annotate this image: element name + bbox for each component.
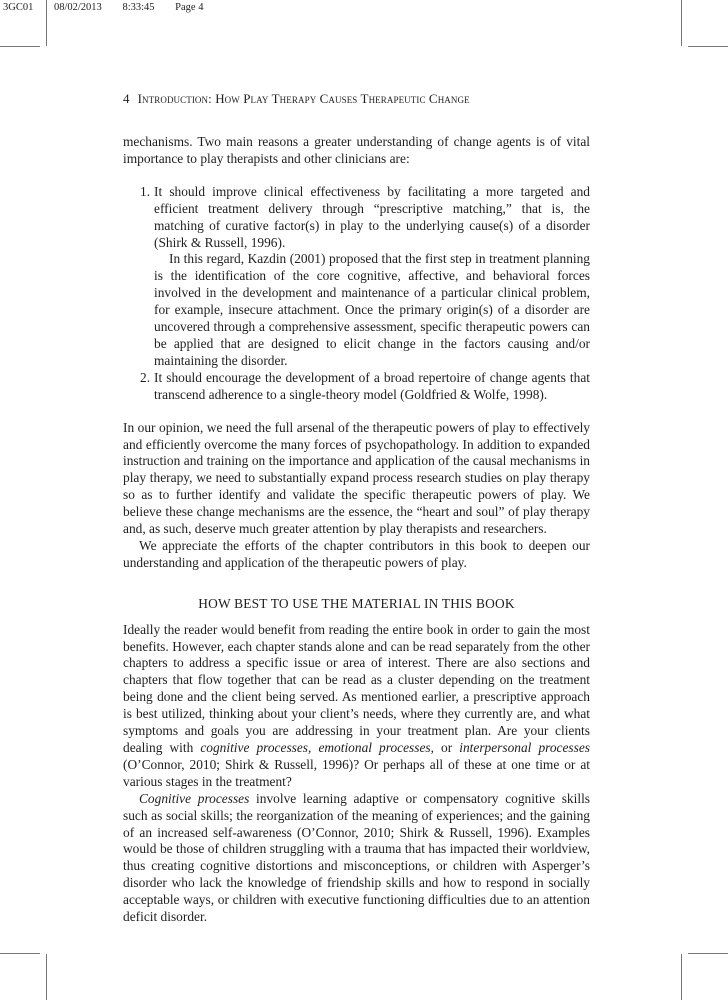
text-run: , bbox=[308, 740, 319, 755]
crop-mark-top-left-h bbox=[0, 46, 40, 47]
crop-mark-bottom-right bbox=[681, 954, 682, 1000]
text-run: , or bbox=[430, 740, 460, 755]
list-item-text: It should encourage the development of a broad repertoire of change agents that transcend adherence to a single-theory model (Goldfried & Wolfe, 1998). bbox=[154, 369, 590, 402]
italic-term: emotional processes bbox=[318, 740, 431, 755]
paragraph-opinion: In our opinion, we need the full arsenal of the therapeutic powers of play to effectively and efficiently overcome the many forces of psychopathology. In addition to expanded instruction and training on the importance and application of the causal mechanisms in play therapy, we need to substantially expand process research studies on play therapy so as to further identify and validate the specific therapeutic powers of play. We believe these change mechanisms are the essence, the “heart and soul” of play therapy and, as such, deserve much greater attention by play therapists and researchers. bbox=[123, 419, 590, 537]
crop-mark-top-right-h bbox=[688, 46, 728, 47]
list-item bbox=[140, 369, 590, 404]
crop-mark-top-right bbox=[681, 0, 682, 46]
printer-slug bbox=[3, 2, 221, 13]
italic-term: interpersonal processes bbox=[459, 740, 591, 755]
crop-mark-bottom-left bbox=[46, 954, 47, 1000]
numbered-list bbox=[123, 184, 590, 404]
section-heading: HOW BEST TO USE THE MATERIAL IN THIS BOOK bbox=[198, 595, 515, 611]
page-number: 4 bbox=[123, 91, 130, 106]
text-run: (O’Connor, 2010; Shirk & Russell, 1996)? Or perhaps all of these at one time or at various stages in the treatment? bbox=[123, 756, 590, 789]
paragraph-appreciate: We appreciate the efforts of the chapter contributors in this book to deepen our understanding and application of the therapeutic powers of play. bbox=[123, 537, 590, 570]
running-head bbox=[123, 91, 470, 107]
slug-time: 8:33:45 bbox=[122, 2, 155, 13]
paragraph-intro: mechanisms. Two main reasons a greater understanding of change agents is of vital importance to play therapists and other clinicians are: bbox=[123, 134, 590, 166]
crop-mark-bottom-right-h bbox=[688, 953, 728, 954]
list-item-subparagraph: In this regard, Kazdin (2001) proposed that the first step in treatment planning is the identification of the core cognitive, affective, and behavioral forces involved in the development and maintenance of a particular clinical problem, for example, insecure attachment. Once the primary origin(s) of a disorder are uncovered through a comprehensive assessment, specific therapeutic powers can be applied that are designed to elicit change in the factors causing and/or maintaining the disorder. bbox=[154, 251, 590, 368]
slug-page: Page 4 bbox=[175, 2, 204, 13]
italic-term: Cognitive processes bbox=[139, 790, 250, 806]
text-run: involve learning adaptive or compensatory cognitive skills such as social skills; the reorganization of the meaning of experiences; and the gaining of an increased self-awareness (O’Connor, 2010; Shirk & Russell, 1996). Examples would be those of children struggling with a trauma that has impacted their worldview, thus creating cognitive distortions and misconceptions, or children with Asperger’s disorder who lack the knowledge of friendship skills and how to respond in socially acceptable ways, or children with executive functioning difficulties due to an attention deficit disorder. bbox=[123, 790, 590, 925]
list-item-text: It should improve clinical effectiveness by facilitating a more targeted and efficient treatment delivery through “prescriptive matching,” that is, the matching of curative factor(s) in play to the underlying cause(s) of a disorder (Shirk & Russell, 1996). bbox=[154, 183, 590, 250]
list-number: 1. bbox=[140, 183, 151, 199]
crop-mark-bottom-left-h bbox=[0, 953, 40, 954]
list-item bbox=[140, 183, 590, 370]
slug-date: 08/02/2013 bbox=[53, 2, 102, 13]
slug-code: 3GC01 bbox=[3, 2, 34, 13]
running-head-title: Introduction: How Play Therapy Causes Therapeutic Change bbox=[137, 91, 470, 106]
text-run: Ideally the reader would benefit from reading the entire book in order to gain the most benefits. However, each chapter stands alone and can be read separately from the other chapters to address a specific issue or area of interest. There are also sections and chapters that flow together that can be read as a cluster depending on the treatment being done and the client being served. As mentioned earlier, a prescriptive approach is best utilized, thinking about your client’s needs, where they currently are, and what symptoms and goals you are addressing in your treatment plan. Are your clients dealing with bbox=[123, 621, 590, 755]
paragraph-ideally bbox=[123, 622, 590, 791]
body-text bbox=[123, 134, 590, 926]
list-number: 2. bbox=[140, 369, 151, 385]
italic-term: cognitive processes bbox=[200, 740, 309, 755]
paragraph-cognitive bbox=[123, 791, 590, 926]
